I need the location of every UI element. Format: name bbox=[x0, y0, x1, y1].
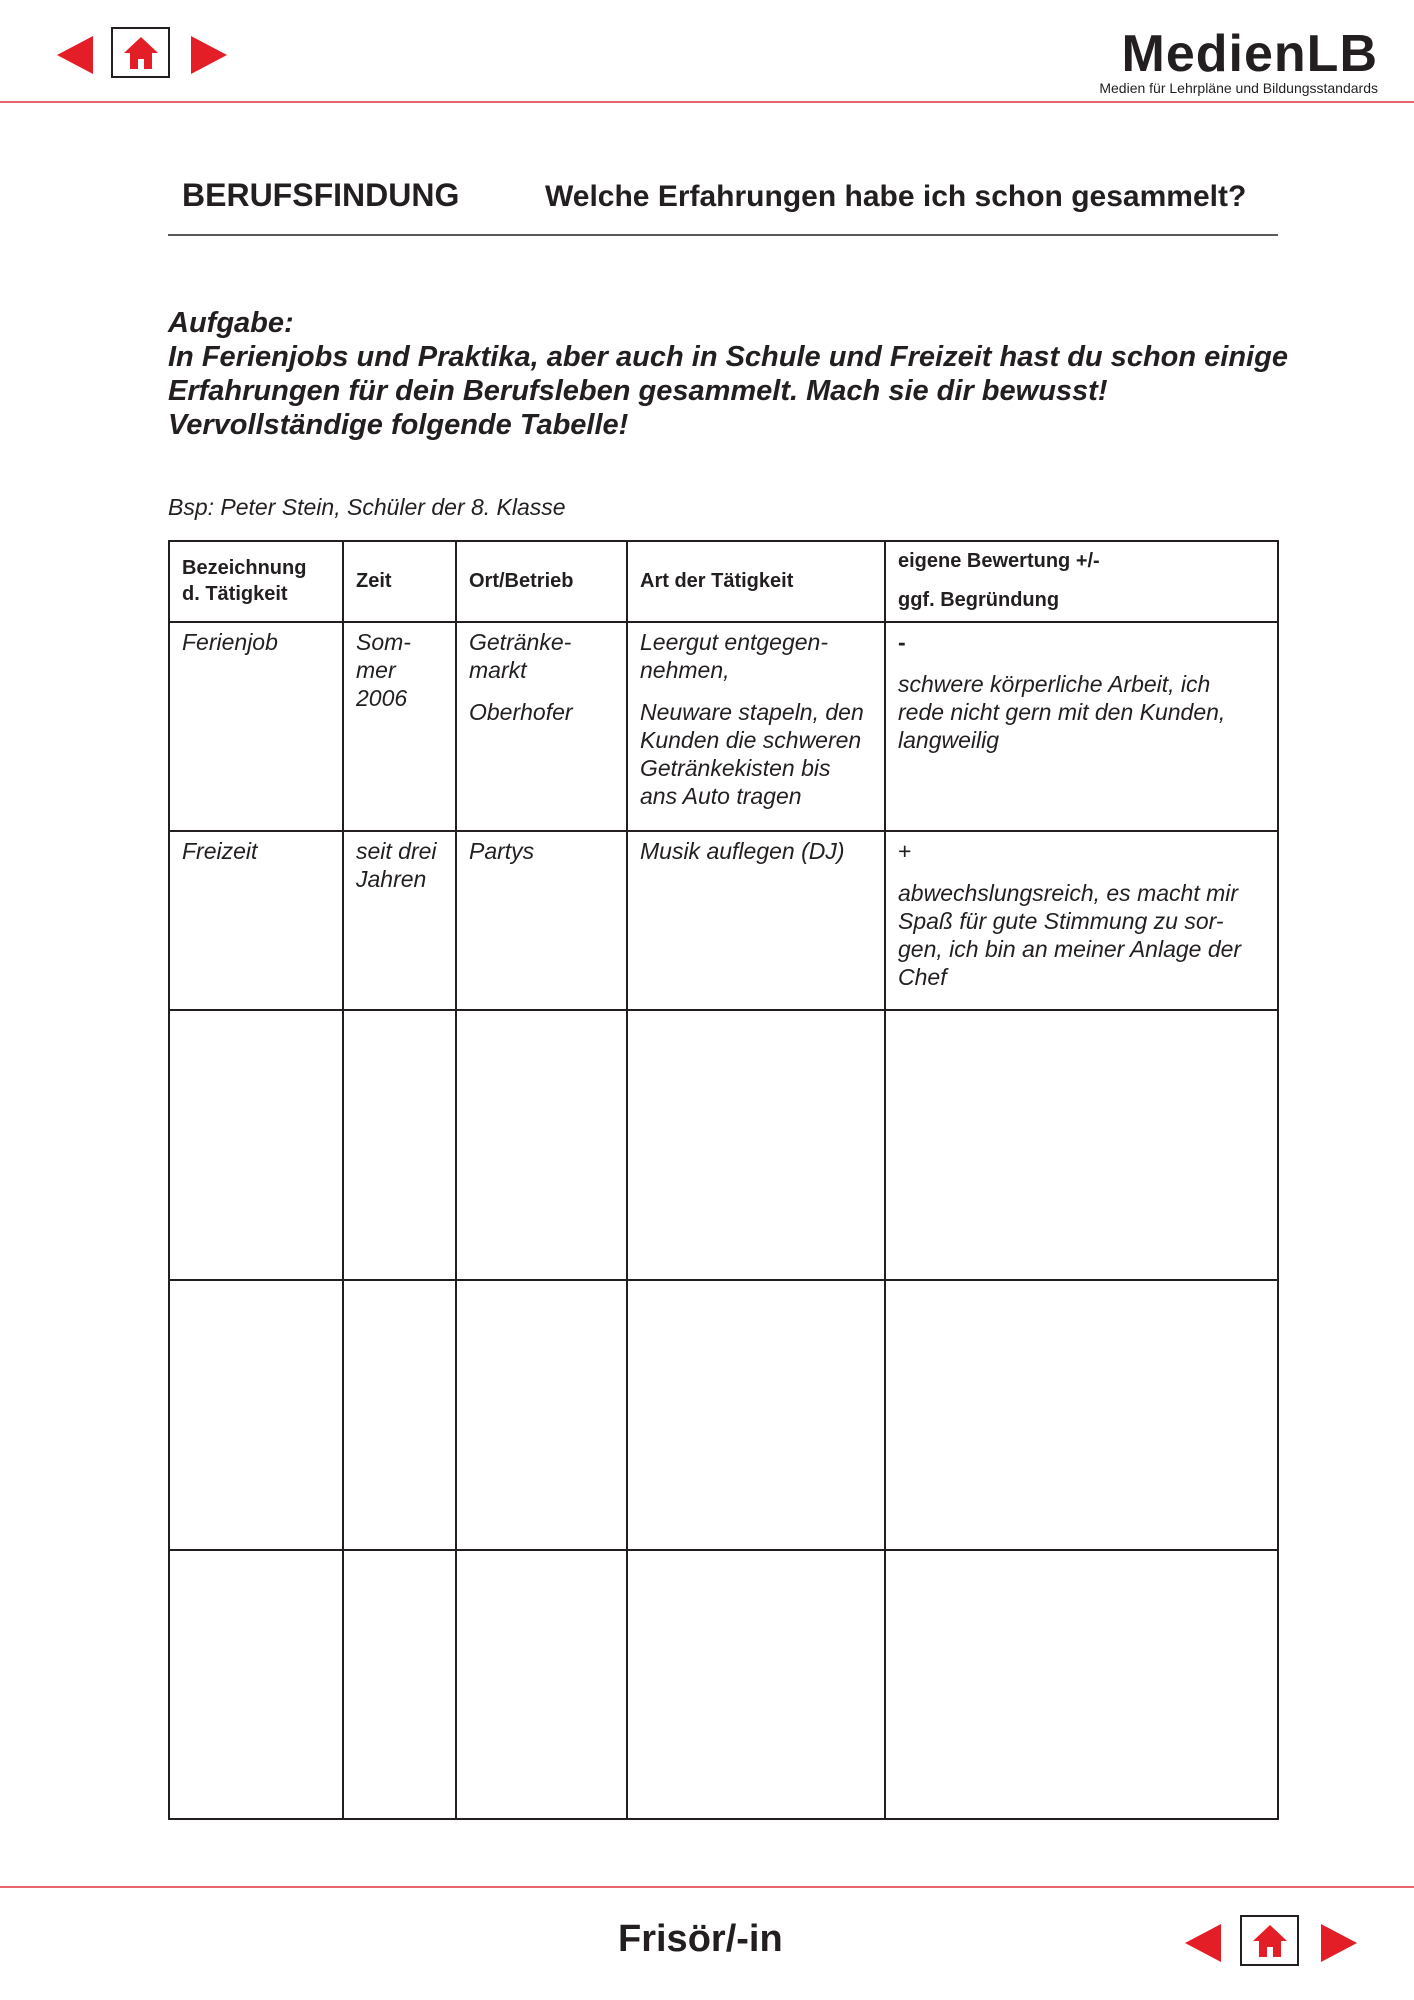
logo-name: MedienLB bbox=[1121, 25, 1378, 83]
cell-line: Ferienjob bbox=[182, 629, 278, 655]
header-time: Zeit bbox=[356, 570, 392, 592]
header-activity bbox=[182, 555, 306, 607]
row2-type bbox=[640, 837, 845, 865]
header-divider bbox=[168, 234, 1278, 236]
cell-line: langweilig bbox=[898, 727, 1000, 753]
row2-time bbox=[356, 837, 437, 893]
section-title: BERUFSFINDUNG bbox=[182, 177, 460, 213]
cell-line: rede nicht gern mit den Kunden, bbox=[898, 699, 1226, 725]
task-line: Vervollständige folgende Tabelle! bbox=[168, 409, 629, 441]
cell-line: Kunden die schweren bbox=[640, 727, 862, 753]
home-icon bbox=[122, 35, 160, 71]
top-divider bbox=[0, 101, 1414, 103]
cell-line: Leergut entgegen- bbox=[640, 629, 828, 655]
header-activity-line: d. Tätigkeit bbox=[182, 583, 288, 605]
cell-line: schwere körperliche Arbeit, ich bbox=[898, 671, 1211, 697]
cell-line: mer bbox=[356, 657, 396, 683]
header-place: Ort/Betrieb bbox=[469, 570, 574, 592]
row1-place bbox=[469, 628, 573, 740]
row1-activity bbox=[182, 628, 278, 656]
table-border bbox=[168, 621, 1279, 623]
cell-line: Musik auflegen (DJ) bbox=[640, 838, 845, 864]
table-border bbox=[168, 1818, 1279, 1820]
cell-line: 2006 bbox=[356, 685, 408, 711]
rating-sign: + bbox=[898, 838, 912, 864]
cell-line: Jahren bbox=[356, 866, 427, 892]
header-rating bbox=[898, 548, 1100, 613]
next-page-arrow-bottom[interactable] bbox=[1321, 1924, 1357, 1962]
task-text bbox=[168, 306, 1288, 442]
task-line: In Ferienjobs und Praktika, aber auch in Schule und Freizeit hast du schon einige bbox=[168, 341, 1288, 373]
bottom-divider bbox=[0, 1886, 1414, 1888]
prev-page-arrow-bottom[interactable] bbox=[1185, 1924, 1221, 1962]
example-note: Bsp: Peter Stein, Schüler der 8. Klasse bbox=[168, 494, 566, 520]
row2-rating bbox=[898, 837, 1241, 991]
cell-line: Getränke- bbox=[469, 629, 572, 655]
row1-time bbox=[356, 628, 411, 712]
empty-row bbox=[168, 1549, 1279, 1818]
header-rating-line: ggf. Begründung bbox=[898, 589, 1060, 611]
cell-line: gen, ich bin an meiner Anlage der bbox=[898, 936, 1242, 962]
cell-line: markt bbox=[469, 657, 527, 683]
table-border bbox=[168, 830, 1279, 832]
row1-type bbox=[640, 628, 864, 824]
task-heading: Aufgabe: bbox=[168, 307, 294, 339]
medienlb-logo bbox=[1099, 26, 1378, 96]
header-rating-line: eigene Bewertung +/- bbox=[898, 550, 1100, 572]
header-activity-line: Bezeichnung bbox=[182, 557, 307, 579]
logo-tagline: Medien für Lehrpläne und Bildungsstandards bbox=[1099, 80, 1378, 96]
section-question: Welche Erfahrungen habe ich schon gesammelt? bbox=[545, 180, 1247, 213]
cell-line: Getränkekisten bis bbox=[640, 755, 831, 781]
home-icon bbox=[1251, 1923, 1289, 1959]
home-button[interactable] bbox=[111, 27, 170, 78]
row2-activity bbox=[182, 837, 257, 865]
home-button-bottom[interactable] bbox=[1240, 1915, 1299, 1966]
cell-line: abwechslungsreich, es macht mir bbox=[898, 880, 1239, 906]
empty-row bbox=[168, 1009, 1279, 1279]
row2-place bbox=[469, 837, 534, 865]
experience-table bbox=[168, 540, 1279, 1820]
empty-row bbox=[168, 1279, 1279, 1549]
cell-line: Chef bbox=[898, 964, 947, 990]
footer-title: Frisör/-in bbox=[618, 1918, 783, 1960]
table-border bbox=[168, 540, 1279, 542]
next-page-arrow[interactable] bbox=[191, 36, 227, 74]
cell-line: Partys bbox=[469, 838, 535, 864]
cell-line: seit drei bbox=[356, 838, 437, 864]
cell-line: Oberhofer bbox=[469, 699, 573, 725]
cell-line: Freizeit bbox=[182, 838, 258, 864]
header-type: Art der Tätigkeit bbox=[640, 570, 794, 592]
row1-rating bbox=[898, 628, 1225, 754]
cell-line: Som- bbox=[356, 629, 411, 655]
cell-line: ans Auto tragen bbox=[640, 783, 802, 809]
prev-page-arrow[interactable] bbox=[57, 36, 93, 74]
cell-line: nehmen, bbox=[640, 657, 730, 683]
cell-line: Spaß für gute Stimmung zu sor- bbox=[898, 908, 1224, 934]
cell-line: Neuware stapeln, den bbox=[640, 699, 864, 725]
task-line: Erfahrungen für dein Berufsleben gesammelt. Mach sie dir bewusst! bbox=[168, 375, 1108, 407]
rating-sign: - bbox=[898, 629, 906, 655]
